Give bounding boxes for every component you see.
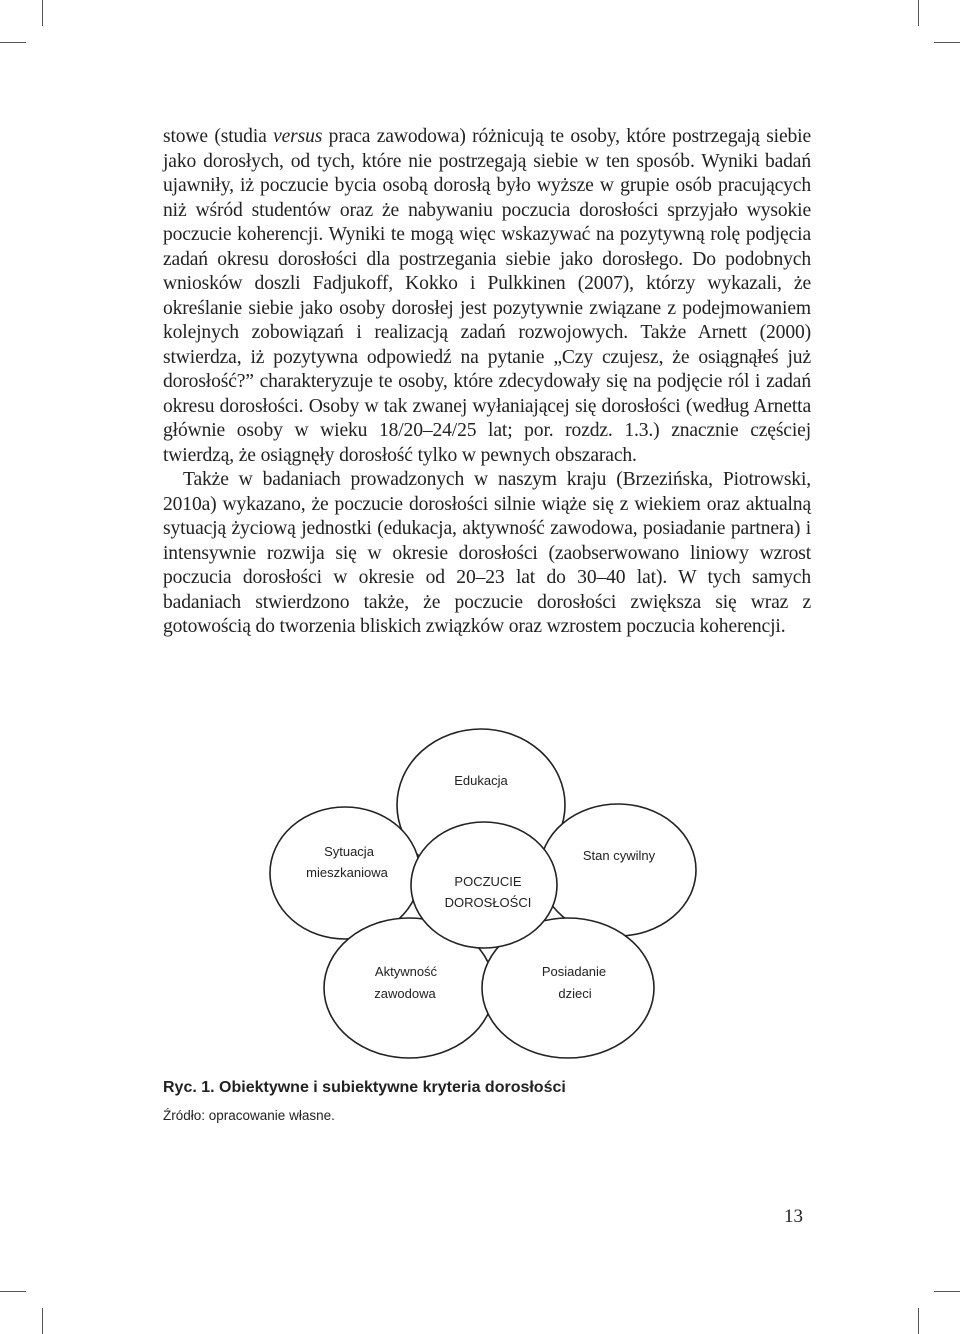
figure-source: Źródło: opracowanie własne. — [163, 1108, 335, 1123]
label-center-1: POCZUCIE — [454, 874, 522, 889]
paragraph-1-rest: praca zawodowa) różnicują te osoby, które postrzegają siebie jako dorosłych, od tych, które nie postrzegają siebie w ten sposób. Wyniki badań ujawniły, iż poczucie bycia osobą dorosłą było wyższe w grupie osób pracujących niż wśród studentów oraz że nabywaniu poczucia dorosłości sprzyjało wysokie poczucie koherencji. Wyniki te mogą więc wskazywać na pozytywną rolę podjęcia zadań okresu dorosłości dla postrzegania siebie jako dorosłego. Do podobnych wniosków doszli Fadjukoff, Kokko i Pulkkinen (2007), którzy wykazali, że określanie siebie jako osoby dorosłej jest pozytywnie związane z podejmowaniem kolejnych zobowiązań i realizacją zadań rozwojowych. Także Arnett (2000) stwierdza, iż pozytywna odpowiedź na pytanie „Czy czujesz, że osiągnąłeś już dorosłość?” charakteryzuje te osoby, które zdecydowały się na podjęcie ról i zadań okresu dorosłości. Osoby w tak zwanej wyłaniającej się dorosłości (według Arnetta głównie osoby w wieku 18/20–24/25 lat; por. rozdz. 1.3.) znacznie częściej twierdzą, że osiągnęły dorosłość tylko w pewnych obszarach. — [163, 126, 811, 466]
paragraph-1-start: stowe (studia — [163, 126, 274, 147]
label-stan-cywilny: Stan cywilny — [582, 848, 656, 863]
label-center-2: DOROSŁOŚCI — [444, 895, 532, 910]
figure-caption: Ryc. 1. Obiektywne i subiektywne kryteria dorosłości — [163, 1079, 566, 1096]
label-posiadanie-2: dzieci — [558, 986, 592, 1001]
label-sytuacja-2: mieszkaniowa — [306, 865, 388, 880]
label-aktywnosc-1: Aktywność — [374, 964, 438, 979]
label-aktywnosc-2: zawodowa — [374, 986, 436, 1001]
label-edukacja: Edukacja — [454, 773, 508, 788]
paragraph-1-italic: versus — [273, 126, 323, 147]
node-stan-cywilny — [540, 804, 696, 936]
label-sytuacja-1: Sytuacja — [324, 844, 374, 859]
label-posiadanie-1: Posiadanie — [541, 964, 607, 979]
paragraph-2: Także w badaniach prowadzonych w naszym kraju (Brzezińska, Piotrowski, 2010a) wykazano, że poczucie dorosłości silnie wiąże się z wiekiem oraz aktualną sytuacją życiową jednostki (edukacja, aktywność zawodowa, posiadanie partnera) i intensywnie rozwija się w okresie dorosłości (zaobserwowano liniowy wzrost poczucia dorosłości w okresie od 20–23 lat do 30–40 lat). W tych samych badaniach stwierdzono także, że poczucie dorosłości zwiększa się wraz z gotowością do tworzenia bliskich związków oraz wzrostem poczucia koherencji. — [163, 469, 811, 637]
page-number: 13 — [784, 1206, 803, 1227]
